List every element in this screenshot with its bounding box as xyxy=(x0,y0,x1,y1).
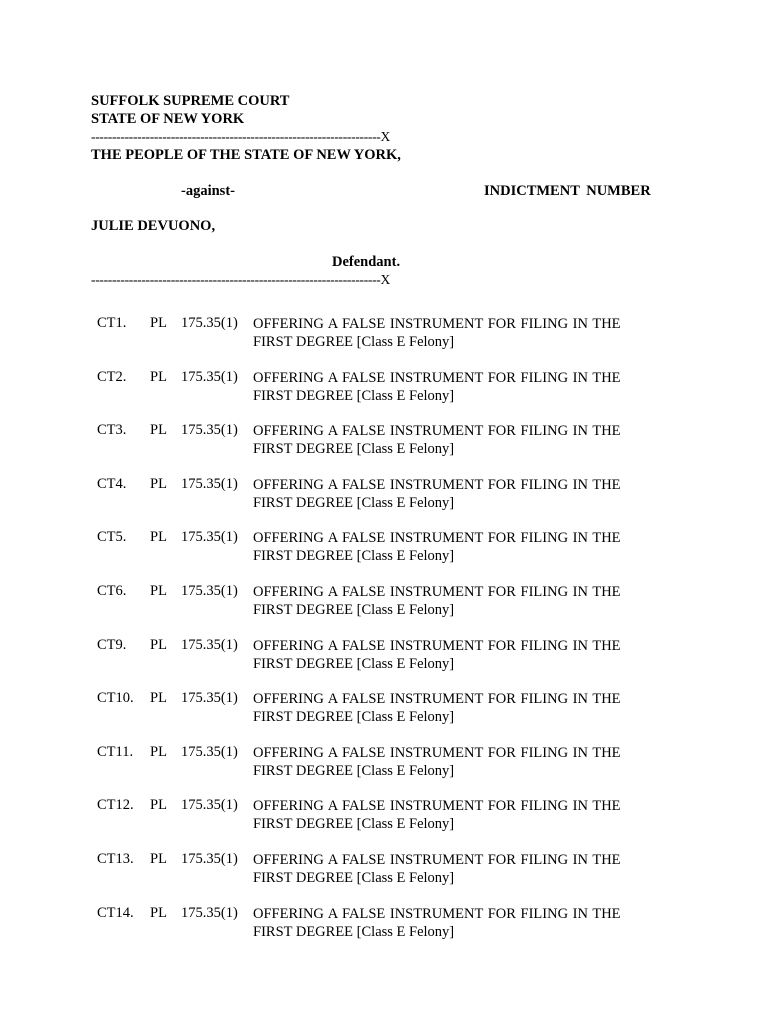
charge-text xyxy=(253,744,621,780)
charge-line-1: OFFERING A FALSE INSTRUMENT FOR FILING IN THE xyxy=(253,583,621,600)
count-entry xyxy=(97,744,657,798)
charge-line-2: FIRST DEGREE [Class E Felony] xyxy=(253,709,455,726)
charge-text xyxy=(253,315,621,351)
charge-line-1: OFFERING A FALSE INSTRUMENT FOR FILING IN THE xyxy=(253,744,621,761)
charge-text xyxy=(253,797,621,833)
charge-line-2: FIRST DEGREE [Class E Felony] xyxy=(253,762,455,779)
law-code: PL xyxy=(150,636,167,653)
count-number: CT1. xyxy=(97,315,127,331)
charge-line-2: FIRST DEGREE [Class E Felony] xyxy=(253,655,455,672)
law-code: PL xyxy=(150,368,167,385)
charge-line-2: FIRST DEGREE [Class E Felony] xyxy=(253,816,455,833)
charge-line-2: FIRST DEGREE [Class E Felony] xyxy=(253,334,455,350)
charge-text xyxy=(253,690,621,726)
charge-text xyxy=(253,637,621,673)
count-entry xyxy=(97,529,657,583)
charge-line-2: FIRST DEGREE [Class E Felony] xyxy=(253,548,455,565)
count-number: CT11. xyxy=(97,743,134,760)
law-code: PL xyxy=(150,797,167,814)
count-entry xyxy=(97,476,657,530)
indictment-number-label: INDICTMENT NUMBER xyxy=(484,183,651,199)
charge-text xyxy=(253,422,621,458)
law-section: 175.35(1) xyxy=(181,368,238,385)
charge-line-2: FIRST DEGREE [Class E Felony] xyxy=(253,494,455,511)
charge-line-2: FIRST DEGREE [Class E Felony] xyxy=(253,441,455,458)
count-entry xyxy=(97,690,657,744)
law-section: 175.35(1) xyxy=(181,582,238,599)
law-section: 175.35(1) xyxy=(181,529,238,546)
law-section: 175.35(1) xyxy=(181,743,238,760)
defendant-name: JULIE DEVUONO, xyxy=(91,218,216,234)
charge-text xyxy=(253,529,621,565)
count-entry xyxy=(97,851,657,905)
count-number: CT4. xyxy=(97,475,127,492)
law-code: PL xyxy=(150,422,167,439)
charge-line-1: OFFERING A FALSE INSTRUMENT FOR FILING IN THE xyxy=(253,423,621,440)
count-entry xyxy=(97,905,657,959)
count-number: CT3. xyxy=(97,422,127,439)
law-section: 175.35(1) xyxy=(181,797,238,814)
count-number: CT14. xyxy=(97,904,134,921)
law-code: PL xyxy=(150,904,167,921)
law-section: 175.35(1) xyxy=(181,422,238,439)
law-code: PL xyxy=(150,743,167,760)
charge-line-1: OFFERING A FALSE INSTRUMENT FOR FILING IN THE xyxy=(253,369,621,386)
count-number: CT13. xyxy=(97,850,134,867)
caption-rule-top: ---------------------------------------------------------------------X xyxy=(91,129,390,144)
count-number: CT6. xyxy=(97,582,127,599)
count-entry xyxy=(97,315,657,369)
law-section: 175.35(1) xyxy=(181,475,238,492)
law-section: 175.35(1) xyxy=(181,636,238,653)
law-code: PL xyxy=(150,850,167,867)
charge-text xyxy=(253,369,621,405)
law-code: PL xyxy=(150,315,167,331)
against-label: -against- xyxy=(181,183,235,199)
charge-line-2: FIRST DEGREE [Class E Felony] xyxy=(253,601,455,618)
law-section: 175.35(1) xyxy=(181,315,238,331)
charge-line-1: OFFERING A FALSE INSTRUMENT FOR FILING IN THE xyxy=(253,851,621,868)
law-section: 175.35(1) xyxy=(181,904,238,921)
charge-line-1: OFFERING A FALSE INSTRUMENT FOR FILING IN THE xyxy=(253,798,621,815)
charge-line-2: FIRST DEGREE [Class E Felony] xyxy=(253,387,455,404)
law-section: 175.35(1) xyxy=(181,690,238,707)
court-state: STATE OF NEW YORK xyxy=(91,111,245,127)
count-entry xyxy=(97,797,657,851)
count-number: CT2. xyxy=(97,368,127,385)
caption-rule-bottom: ---------------------------------------------------------------------X xyxy=(91,272,390,287)
law-code: PL xyxy=(150,529,167,546)
count-entry xyxy=(97,422,657,476)
charge-line-1: OFFERING A FALSE INSTRUMENT FOR FILING IN THE xyxy=(253,905,621,922)
law-code: PL xyxy=(150,582,167,599)
count-number: CT10. xyxy=(97,690,134,707)
plaintiff-name: THE PEOPLE OF THE STATE OF NEW YORK, xyxy=(91,147,401,163)
court-name: SUFFOLK SUPREME COURT xyxy=(91,93,290,109)
law-code: PL xyxy=(150,475,167,492)
charge-line-1: OFFERING A FALSE INSTRUMENT FOR FILING IN THE xyxy=(253,637,621,654)
charge-line-1: OFFERING A FALSE INSTRUMENT FOR FILING IN THE xyxy=(253,691,621,708)
charge-line-1: OFFERING A FALSE INSTRUMENT FOR FILING IN THE xyxy=(253,476,621,493)
count-number: CT5. xyxy=(97,529,127,546)
charge-line-2: FIRST DEGREE [Class E Felony] xyxy=(253,923,455,940)
charge-text xyxy=(253,851,621,887)
charge-text xyxy=(253,583,621,619)
charge-text xyxy=(253,476,621,512)
defendant-label: Defendant. xyxy=(332,254,401,270)
charge-text xyxy=(253,905,621,941)
charge-line-1: OFFERING A FALSE INSTRUMENT FOR FILING IN THE xyxy=(253,530,621,547)
count-number: CT9. xyxy=(97,636,127,653)
charge-line-1: OFFERING A FALSE INSTRUMENT FOR FILING IN THE xyxy=(253,316,621,332)
counts-list xyxy=(97,315,657,958)
law-code: PL xyxy=(150,690,167,707)
charge-line-2: FIRST DEGREE [Class E Felony] xyxy=(253,869,455,886)
count-entry xyxy=(97,583,657,637)
count-entry xyxy=(97,637,657,691)
count-number: CT12. xyxy=(97,797,134,814)
law-section: 175.35(1) xyxy=(181,850,238,867)
count-entry xyxy=(97,369,657,423)
